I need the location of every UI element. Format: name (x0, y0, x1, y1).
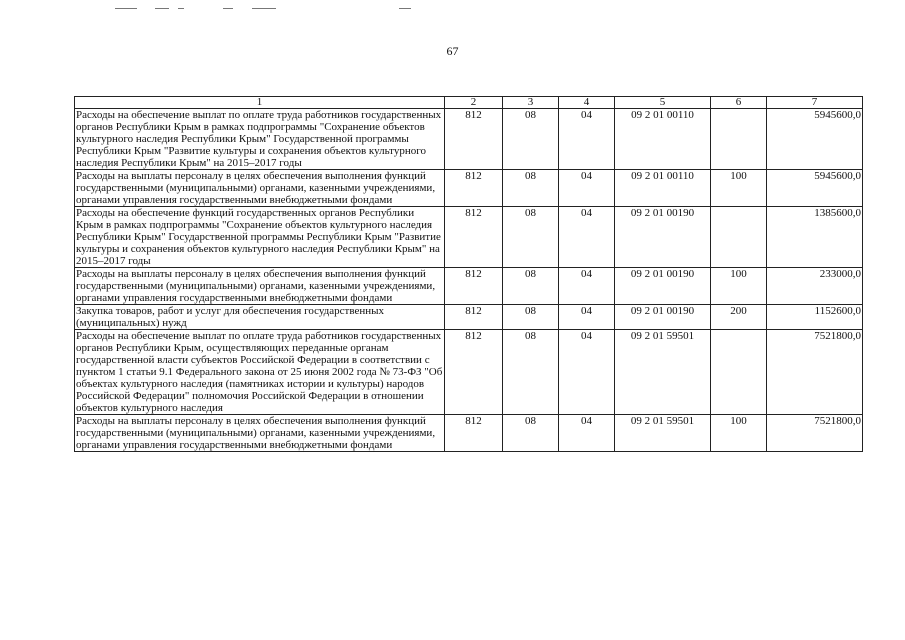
table-row (75, 170, 863, 207)
table-row (75, 207, 863, 268)
row-target-article: 09 2 01 59501 (615, 330, 711, 415)
row-expense-type (711, 330, 767, 415)
column-header-5: 5 (615, 97, 711, 109)
row-subsection-code: 04 (559, 415, 615, 452)
row-description: Расходы на выплаты персоналу в целях обеспечения выполнения функций государственными (муниципальными) органами, казенными учреждениями, органами управления государственными внебюджетными фондами (75, 415, 445, 452)
row-amount: 233000,0 (767, 268, 863, 305)
row-expense-type (711, 207, 767, 268)
row-ministry-code: 812 (445, 170, 503, 207)
row-amount: 1152600,0 (767, 305, 863, 330)
row-amount: 7521800,0 (767, 330, 863, 415)
row-expense-type (711, 109, 767, 170)
column-header-6: 6 (711, 97, 767, 109)
row-amount: 1385600,0 (767, 207, 863, 268)
row-subsection-code: 04 (559, 170, 615, 207)
row-amount: 7521800,0 (767, 415, 863, 452)
row-expense-type: 100 (711, 415, 767, 452)
row-section-code: 08 (503, 207, 559, 268)
row-target-article: 09 2 01 59501 (615, 415, 711, 452)
column-header-7: 7 (767, 97, 863, 109)
row-target-article: 09 2 01 00110 (615, 170, 711, 207)
row-subsection-code: 04 (559, 330, 615, 415)
row-subsection-code: 04 (559, 305, 615, 330)
row-description: Расходы на обеспечение выплат по оплате труда работников государственных органов Республики Крым в рамках подпрограммы "Сохранение объектов культурного наследия Республики Крым" Государственной программы Республики Крым "Развитие культуры и сохранения объектов культурного наследия Республики Крым" на 2015–2017 годы (75, 109, 445, 170)
column-header-3: 3 (503, 97, 559, 109)
column-header-4: 4 (559, 97, 615, 109)
row-subsection-code: 04 (559, 109, 615, 170)
row-expense-type: 200 (711, 305, 767, 330)
row-section-code: 08 (503, 109, 559, 170)
row-subsection-code: 04 (559, 268, 615, 305)
row-section-code: 08 (503, 305, 559, 330)
row-description: Расходы на обеспечение выплат по оплате труда работников государственных органов Республики Крым, осуществляющих переданные органам государственной власти субъектов Российской Федерации в соответствии с пунктом 1 статьи 9.1 Федерального закона от 25 июня 2002 года № 73-ФЗ "Об объектах культурного наследия (памятниках истории и культуры) народов Российской Федерации" полномочия Российской Федерации в отношении объектов культурного наследия (75, 330, 445, 415)
row-description: Закупка товаров, работ и услуг для обеспечения государственных (муниципальных) нужд (75, 305, 445, 330)
row-ministry-code: 812 (445, 330, 503, 415)
row-amount: 5945600,0 (767, 170, 863, 207)
table-row (75, 415, 863, 452)
row-description: Расходы на выплаты персоналу в целях обеспечения выполнения функций государственными (муниципальными) органами, казенными учреждениями, органами управления государственными внебюджетными фондами (75, 268, 445, 305)
scan-artifact-marks (115, 5, 415, 11)
row-expense-type: 100 (711, 170, 767, 207)
row-section-code: 08 (503, 330, 559, 415)
table-row (75, 109, 863, 170)
table-row (75, 305, 863, 330)
row-section-code: 08 (503, 415, 559, 452)
row-description: Расходы на выплаты персоналу в целях обеспечения выполнения функций государственными (муниципальными) органами, казенными учреждениями, органами управления государственными внебюджетными фондами (75, 170, 445, 207)
row-expense-type: 100 (711, 268, 767, 305)
row-ministry-code: 812 (445, 268, 503, 305)
column-header-2: 2 (445, 97, 503, 109)
row-target-article: 09 2 01 00190 (615, 305, 711, 330)
table-row (75, 268, 863, 305)
row-subsection-code: 04 (559, 207, 615, 268)
row-target-article: 09 2 01 00110 (615, 109, 711, 170)
row-section-code: 08 (503, 170, 559, 207)
column-header-1: 1 (75, 97, 445, 109)
row-ministry-code: 812 (445, 305, 503, 330)
header-row (75, 97, 863, 109)
page-number: 67 (446, 44, 459, 58)
row-description: Расходы на обеспечение функций государственных органов Республики Крым в рамках подпрограммы "Сохранение объектов культурного наследия Республики Крым" Государственной программы Республики Крым "Развитие культуры и сохранения объектов культурного наследия Республики Крым" на 2015–2017 годы (75, 207, 445, 268)
budget-table (74, 96, 863, 452)
row-target-article: 09 2 01 00190 (615, 268, 711, 305)
row-amount: 5945600,0 (767, 109, 863, 170)
row-ministry-code: 812 (445, 207, 503, 268)
table-row (75, 330, 863, 415)
row-ministry-code: 812 (445, 415, 503, 452)
row-target-article: 09 2 01 00190 (615, 207, 711, 268)
row-ministry-code: 812 (445, 109, 503, 170)
row-section-code: 08 (503, 268, 559, 305)
